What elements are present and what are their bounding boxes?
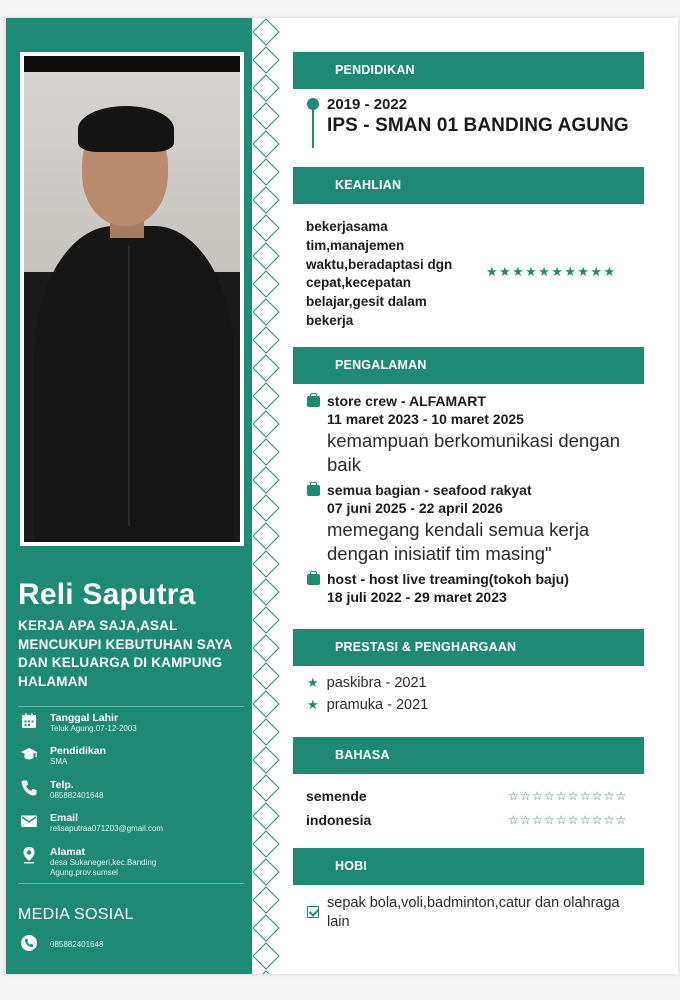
star-icon: ★ bbox=[307, 697, 319, 712]
education-school: IPS - SMAN 01 BANDING AGUNG bbox=[327, 115, 629, 136]
contact-address bbox=[18, 846, 244, 886]
diamond-pattern-strip bbox=[252, 18, 280, 974]
experience-dates: 07 juni 2025 - 22 april 2026 bbox=[327, 500, 503, 516]
checkbox-icon bbox=[307, 906, 319, 918]
mail-icon bbox=[20, 812, 38, 830]
skills-text: bekerjasama tim,manajemen waktu,beradaptasi dgn cepat,kecepatan belajar,gesit dalam bekerja bbox=[306, 219, 453, 328]
section-header-education: PENDIDIKAN bbox=[293, 52, 644, 89]
skill-rating-stars: ★★★★★★★★★★ bbox=[486, 264, 617, 279]
experience-description: memegang kendali semua kerja dengan inisiatif tim masing" bbox=[327, 519, 590, 564]
award-text: paskibra - 2021 bbox=[326, 675, 427, 691]
whatsapp-contact bbox=[18, 934, 218, 954]
sidebar-divider bbox=[18, 883, 244, 884]
sidebar-divider bbox=[18, 706, 244, 707]
experience-item bbox=[306, 482, 636, 566]
contact-label: Alamat bbox=[50, 846, 86, 858]
contact-value: 085882401648 bbox=[50, 791, 104, 800]
briefcase-icon bbox=[307, 485, 320, 496]
contact-label: Telp. bbox=[50, 779, 74, 791]
section-header-experience: PENGALAMAN bbox=[293, 347, 644, 384]
experience-role: host - host live treaming(tokoh baju) bbox=[327, 571, 569, 587]
section-header-skills: KEAHLIAN bbox=[293, 167, 644, 204]
profile-name: Reli Saputra bbox=[18, 578, 196, 611]
contact-email bbox=[18, 812, 244, 842]
experience-description: kemampuan berkomunikasi dengan baik bbox=[327, 430, 621, 475]
experience-item bbox=[306, 571, 636, 611]
whatsapp-icon bbox=[20, 934, 38, 952]
language-name: semende bbox=[306, 788, 367, 804]
contact-value: desa Sukanegeri,kec.Banding Agung,prov.sumsel bbox=[50, 858, 157, 877]
education-years: 2019 - 2022 bbox=[327, 96, 408, 113]
award-text: pramuka - 2021 bbox=[326, 697, 429, 713]
contact-birthdate bbox=[18, 712, 244, 742]
sidebar bbox=[6, 18, 252, 974]
contact-label: Email bbox=[50, 812, 79, 824]
graduation-cap-icon bbox=[20, 745, 38, 763]
award-item bbox=[307, 697, 428, 713]
language-rating-stars: ☆☆☆☆☆☆☆☆☆☆ bbox=[508, 813, 628, 827]
contact-value: relisaputraa071203@gmail.com bbox=[50, 824, 164, 833]
experience-dates: 18 juli 2022 - 29 maret 2023 bbox=[327, 589, 507, 605]
timeline-dot bbox=[307, 98, 319, 110]
whatsapp-number: 085882401648 bbox=[50, 940, 104, 949]
contact-education bbox=[18, 745, 244, 775]
media-social-title: MEDIA SOSIAL bbox=[18, 906, 134, 923]
profile-photo-frame bbox=[20, 52, 244, 546]
section-header-hobbies: HOBI bbox=[293, 848, 644, 885]
experience-dates: 11 maret 2023 - 10 maret 2025 bbox=[327, 411, 524, 427]
briefcase-icon bbox=[307, 396, 320, 407]
award-item bbox=[307, 675, 427, 691]
calendar-icon bbox=[20, 712, 38, 730]
section-header-languages: BAHASA bbox=[293, 737, 644, 774]
location-pin-icon bbox=[20, 846, 38, 864]
hobbies-text: sepak bola,voli,badminton,catur dan olahraga lain bbox=[327, 895, 620, 930]
contact-label: Tanggal Lahir bbox=[50, 712, 119, 724]
contact-phone bbox=[18, 779, 244, 809]
profile-photo bbox=[24, 56, 240, 542]
briefcase-icon bbox=[307, 574, 320, 585]
profile-tagline: KERJA APA SAJA,ASAL MENCUKUPI KEBUTUHAN SAYA DAN KELUARGA DI KAMPUNG HALAMAN bbox=[18, 618, 233, 689]
language-name: indonesia bbox=[306, 812, 372, 828]
contact-label: Pendidikan bbox=[50, 745, 107, 757]
contact-value: Teluk Agung,07-12-2003 bbox=[50, 724, 137, 733]
experience-role: semua bagian - seafood rakyat bbox=[327, 482, 532, 498]
section-header-awards: PRESTASI & PENGHARGAAN bbox=[293, 629, 644, 666]
phone-icon bbox=[20, 779, 38, 797]
timeline-line bbox=[312, 106, 314, 148]
star-icon: ★ bbox=[307, 675, 319, 690]
language-rating-stars: ☆☆☆☆☆☆☆☆☆☆ bbox=[508, 789, 628, 803]
experience-item bbox=[306, 393, 636, 477]
contact-value: SMA bbox=[50, 757, 68, 766]
experience-role: store crew - ALFAMART bbox=[327, 393, 486, 409]
